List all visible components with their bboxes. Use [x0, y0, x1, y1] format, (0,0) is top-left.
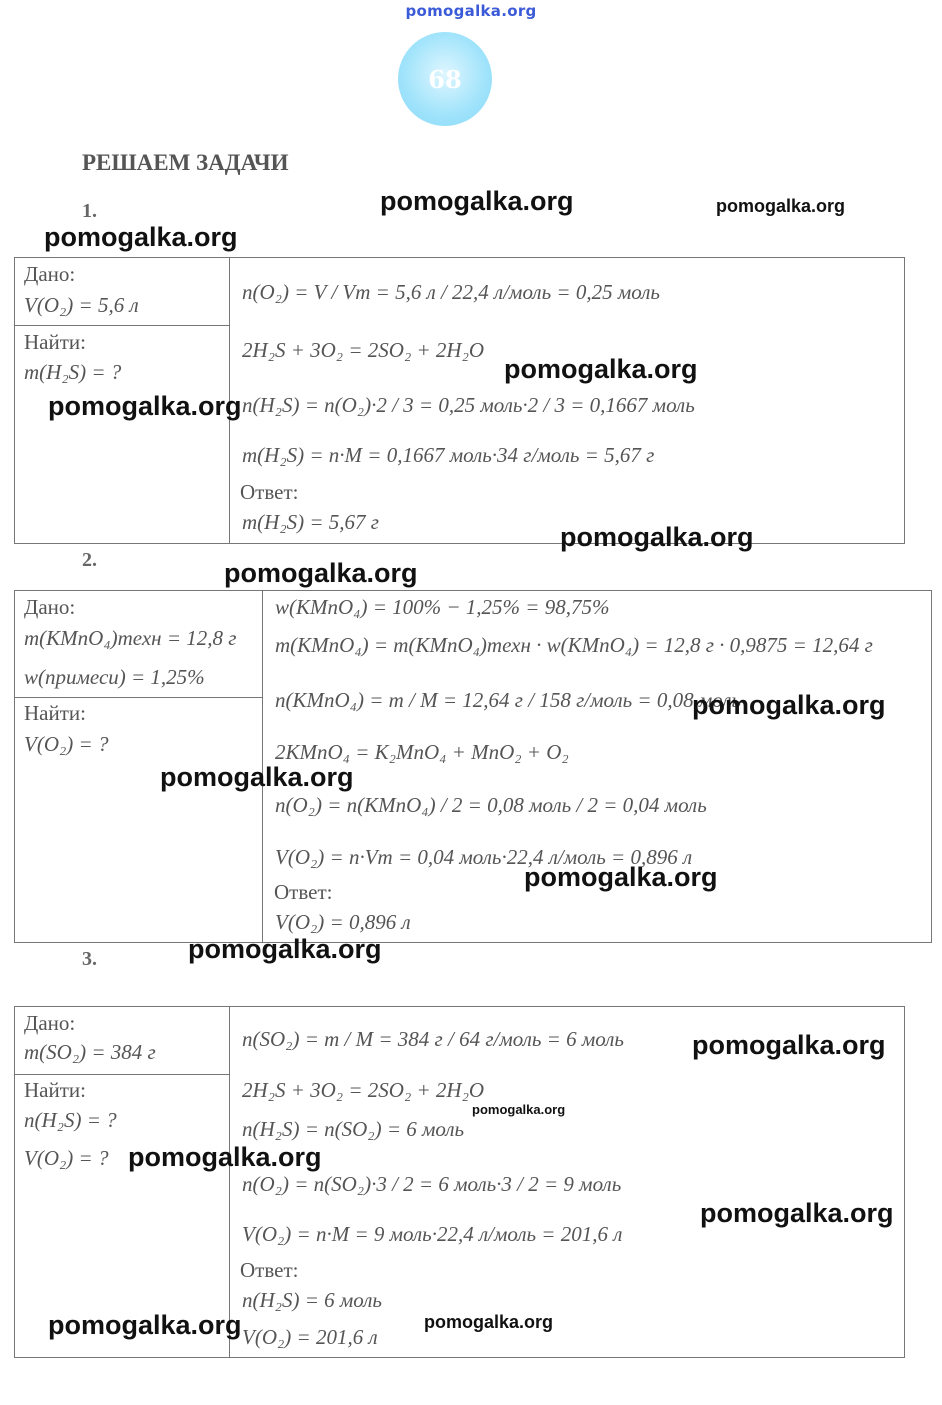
answer-value: n(H₂S) = 6 моль [242, 1288, 382, 1312]
answer-label: Ответ: [240, 480, 299, 504]
solution-line: n(O₂) = n(KMnO₄) / 2 = 0,08 моль / 2 = 0,04 моль [275, 793, 707, 817]
watermark: pomogalka.org [692, 690, 886, 720]
watermark: pomogalka.org [716, 196, 846, 216]
solution-line: n(KMnO₄) = m / M = 12,64 г / 158 г/моль = 0,08 моль [275, 688, 741, 712]
find-value: V(O₂) = ? [24, 1146, 109, 1170]
solution-line: m(H₂S) = n·M = 0,1667 моль·34 г/моль = 5,67 г [242, 443, 655, 467]
solution-line: w(KMnO₄) = 100% − 1,25% = 98,75% [275, 595, 610, 619]
given-label: Дано: [24, 595, 76, 619]
find-label: Найти: [24, 701, 86, 725]
find-value: m(H₂S) = ? [24, 360, 122, 384]
given-value: m(SO₂) = 384 г [24, 1040, 156, 1064]
solution-line: n(SO₂) = m / M = 384 г / 64 г/моль = 6 моль [242, 1027, 624, 1051]
solution-line: V(O₂) = n·Vm = 0,04 моль·22,4 л/моль = 0,896 л [275, 845, 693, 869]
watermark: pomogalka.org [504, 354, 698, 384]
watermark: pomogalka.org [700, 1198, 894, 1228]
page-number-badge [398, 32, 492, 126]
solution-line: 2H₂S + 3O₂ = 2SO₂ + 2H₂O [242, 1078, 485, 1102]
watermark: pomogalka.org [48, 391, 242, 421]
given-label: Дано: [24, 1011, 76, 1035]
watermark: pomogalka.org [692, 1030, 886, 1060]
watermark: pomogalka.org [424, 1312, 554, 1332]
solution-line: 2H₂S + 3O₂ = 2SO₂ + 2H₂O [242, 338, 485, 362]
solution-line: n(H₂S) = n(SO₂) = 6 моль [242, 1117, 465, 1141]
find-value: V(O₂) = ? [24, 732, 109, 756]
page-number: 68 [428, 64, 462, 94]
problem-number: 3. [82, 948, 97, 970]
watermark: pomogalka.org [472, 1102, 566, 1117]
solution-line: m(KMnO₄) = m(KMnO₄)техн · w(KMnO₄) = 12,8 г · 0,9875 = 12,64 г [275, 633, 873, 657]
solution-line: n(O₂) = n(SO₂)·3 / 2 = 6 моль·3 / 2 = 9 моль [242, 1172, 622, 1196]
watermark: pomogalka.org [560, 522, 754, 552]
given-value: m(KMnO₄)техн = 12,8 г [24, 626, 237, 650]
given-label: Дано: [24, 262, 76, 286]
find-label: Найти: [24, 1078, 86, 1102]
watermark: pomogalka.org [188, 934, 382, 964]
answer-value: V(O₂) = 0,896 л [275, 910, 411, 934]
solution-line: 2KMnO₄ = K₂MnO₄ + MnO₂ + O₂ [275, 740, 569, 764]
watermark: pomogalka.org [380, 186, 574, 216]
problem-number: 1. [82, 200, 97, 222]
watermark: pomogalka.org [44, 222, 238, 252]
problem-number: 2. [82, 549, 97, 571]
answer-label: Ответ: [274, 880, 333, 904]
given-value: V(O₂) = 5,6 л [24, 293, 139, 317]
solution-line: n(H₂S) = n(O₂)·2 / 3 = 0,25 моль·2 / 3 = 0,1667 моль [242, 393, 695, 417]
watermark: pomogalka.org [224, 558, 418, 588]
site-header-link[interactable]: pomogalka.org [405, 2, 537, 20]
answer-label: Ответ: [240, 1258, 299, 1282]
find-value: n(H₂S) = ? [24, 1108, 117, 1132]
watermark: pomogalka.org [524, 862, 718, 892]
watermark: pomogalka.org [160, 762, 354, 792]
find-label: Найти: [24, 330, 86, 354]
watermark: pomogalka.org [128, 1142, 322, 1172]
section-title: РЕШАЕМ ЗАДАЧИ [82, 150, 289, 175]
solution-line: n(O₂) = V / Vm = 5,6 л / 22,4 л/моль = 0,25 моль [242, 280, 660, 304]
given-value: w(примеси) = 1,25% [24, 665, 205, 689]
watermark: pomogalka.org [48, 1310, 242, 1340]
answer-value: m(H₂S) = 5,67 г [242, 510, 379, 534]
solution-line: V(O₂) = n·M = 9 моль·22,4 л/моль = 201,6 л [242, 1222, 623, 1246]
answer-value: V(O₂) = 201,6 л [242, 1325, 378, 1349]
